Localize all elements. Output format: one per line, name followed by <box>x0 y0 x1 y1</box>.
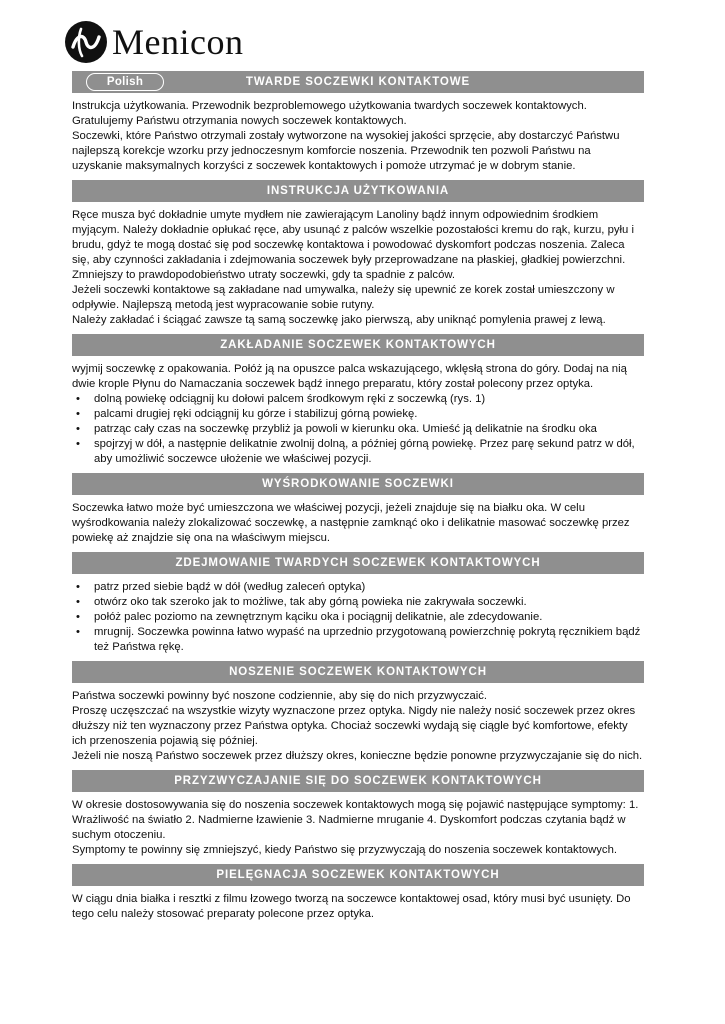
paragraph: Jeżeli nie noszą Państwo soczewek przez dłuższy okres, konieczne będzie ponowne przyzwyczajanie się do nich. <box>72 750 643 762</box>
section-heading-text: NOSZENIE SOCZEWEK KONTAKTOWYCH <box>229 666 487 678</box>
paragraph: Soczewka łatwo może być umieszczona we właściwej pozycji, jeżeli znajduje się na białku oka. W celu wyśrodkowania należy zlokalizować soczewkę, a następnie zamknąć oko i delikatnie masować soczewkę przez powiekę aż znajdzie się ona na właściwym miejscu. <box>72 502 630 544</box>
list-item: • spojrzyj w dół, a następnie delikatnie zwolnij dolną, a później górną powiekę. Przez parę sekund patrz w dół, aby umożliwić soczewce ułożenie we właściwej pozycji. <box>72 437 644 467</box>
bullet-list <box>72 392 644 467</box>
section-heading-text: INSTRUKCJA UŻYTKOWANIA <box>266 185 450 197</box>
paragraph: Należy zakładać i ściągać zawsze tą samą soczewkę jako pierwszą, aby uniknąć pomylenia prawej z lewą. <box>72 314 606 326</box>
section-heading-text: WYŚRODKOWANIE SOCZEWKI <box>262 478 454 490</box>
section-heading-text: ZDEJMOWANIE TWARDYCH SOCZEWEK KONTAKTOWYCH <box>175 557 541 569</box>
section-heading-text: TWARDE SOCZEWKI KONTAKTOWE <box>245 76 471 88</box>
section-body <box>72 798 644 858</box>
paragraph: Gratulujemy Państwu otrzymania nowych soczewek kontaktowych. <box>72 115 407 127</box>
list-item: • mrugnij. Soczewka powinna łatwo wypaść na uprzednio przygotowaną powierzchnię pokrytą ręcznikiem bądź też Państwa rękę. <box>72 625 644 655</box>
document-body <box>72 71 644 928</box>
section-body <box>72 892 644 922</box>
paragraph: Proszę uczęszczać na wszystkie wizyty wyznaczone przez optyka. Nigdy nie należy nosić soczewek przez okres dłuższy niż ten wyznaczony przez Państwa optyka. Chociaż soczewki wydają się ciągle być komfortowe, efekty ich przenoszenia pojawią się później. <box>72 705 636 747</box>
bullet-list <box>72 580 644 655</box>
section-heading <box>72 180 644 202</box>
list-item: • patrząc cały czas na soczewkę przybliż ja powoli w kierunku oka. Umieść ją delikatnie na środku oka <box>72 422 644 437</box>
list-item: • połóż palec poziomo na zewnętrznym kąciku oka i pociągnij delikatnie, ale zdecydowanie. <box>72 610 644 625</box>
list-item: • patrz przed siebie bądź w dół (według zaleceń optyka) <box>72 580 644 595</box>
paragraph: Instrukcja użytkowania. Przewodnik bezproblemowego użytkowania twardych soczewek kontaktowych. <box>72 100 587 112</box>
brand-logo <box>64 20 243 64</box>
section-heading <box>72 71 644 93</box>
section-body <box>72 580 644 655</box>
section-body <box>72 501 644 546</box>
section-body <box>72 689 644 764</box>
section-heading-text: PIELĘGNACJA SOCZEWEK KONTAKTOWYCH <box>216 869 500 881</box>
section-heading <box>72 864 644 886</box>
paragraph: wyjmij soczewkę z opakowania. Połóż ją na opuszce palca wskazującego, wklęsłą strona do góry. Dodaj na nią dwie krople Płynu do Namaczania soczewek bądź innego preparatu, który został polecony przez optyka. <box>72 363 627 390</box>
section-body <box>72 99 644 174</box>
section-heading <box>72 661 644 683</box>
section-heading <box>72 770 644 792</box>
list-item: • dolną powiekę odciągnij ku dołowi palcem środkowym ręki z soczewką (rys. 1) <box>72 392 644 407</box>
brand-name: Menicon <box>112 22 244 62</box>
paragraph: W okresie dostosowywania się do noszenia soczewek kontaktowych mogą się pojawić następujące symptomy: 1. Wrażliwość na światło 2. Nadmierne łzawienie 3. Nadmierne mruganie 4. Dyskomfort podczas czytania bądź w suchym otoczeniu. <box>72 799 639 841</box>
section-heading-text: PRZYZWYCZAJANIE SIĘ DO SOCZEWEK KONTAKTOWYCH <box>174 775 542 787</box>
section-heading <box>72 473 644 495</box>
paragraph: Jeżeli soczewki kontaktowe są zakładane nad umywalka, należy się upewnić ze korek został umieszczony w odpływie. Najlepszą metodą jest wypracowanie sobie rutyny. <box>72 284 615 311</box>
paragraph: Symptomy te powinny się zmniejszyć, kiedy Państwo się przyzwyczają do noszenia soczewek kontaktowych. <box>72 844 617 856</box>
paragraph: Państwa soczewki powinny być noszone codziennie, aby się do nich przyzwyczaić. <box>72 690 488 702</box>
list-item: • palcami drugiej ręki odciągnij ku górze i stabilizuj górną powiekę. <box>72 407 644 422</box>
section-heading <box>72 552 644 574</box>
section-heading-text: ZAKŁADANIE SOCZEWEK KONTAKTOWYCH <box>220 339 496 351</box>
paragraph: Ręce musza być dokładnie umyte mydłem nie zawierającym Lanoliny bądź innym odpowiednim środkiem myjącym. Należy dokładnie opłukać ręce, aby usunąć z palców wszelkie pozostałości kremu do rąk, kurzu, pyłu i brudu, gdyż te mogą dostać się pod soczewkę kontaktowa i powodować dyskomfort podczas noszenia. Zaleca się, aby czynności zakładania i zdejmowania soczewek były przeprowadzane na płaskiej, gładkiej powierzchni. Zmniejszy to prawdopodobieństwo utraty soczewki, gdy ta spadnie z palców. <box>72 209 634 281</box>
section-body <box>72 362 644 467</box>
menicon-logo-icon <box>64 20 108 64</box>
paragraph: Soczewki, które Państwo otrzymali zostały wytworzone na wysokiej jakości sprzęcie, aby dostarczyć Państwu najlepszą korekcje wzorku przy jednoczesnym komforcie noszenia. Przewodnik ten pozwoli Państwu na uzyskanie maksymalnych korzyści z soczewek kontaktowych i pomoże utrzymać je w dobrym stanie. <box>72 130 620 172</box>
list-item: • otwórz oko tak szeroko jak to możliwe, tak aby górną powieka nie zakrywała soczewki. <box>72 595 644 610</box>
section-heading <box>72 334 644 356</box>
paragraph: W ciągu dnia białka i resztki z filmu łzowego tworzą na soczewce kontaktowej osad, który musi być usunięty. Do tego celu należy stosować preparaty polecone przez optyka. <box>72 893 631 920</box>
section-body <box>72 208 644 328</box>
language-badge: Polish <box>86 73 164 91</box>
